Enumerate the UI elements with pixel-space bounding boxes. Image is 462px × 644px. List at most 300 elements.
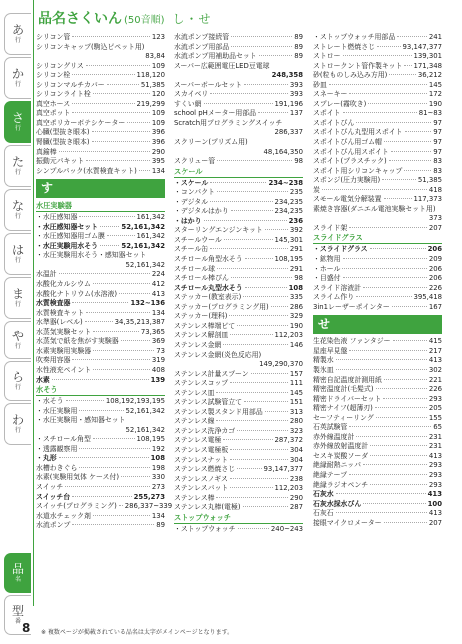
- index-entry-name: スポンジ(圧力実験用): [313, 176, 381, 185]
- index-entry-page: 36,212: [417, 71, 442, 80]
- index-entry: [313, 337, 442, 347]
- dot-leader: [349, 426, 431, 427]
- index-entry-page: 313: [289, 407, 303, 416]
- index-entry-page: 98: [294, 274, 303, 283]
- index-entry-name: 精製水: [313, 356, 334, 365]
- index-entry-name: スチロール丸型水そう: [174, 283, 243, 292]
- index-entry: [313, 148, 442, 158]
- index-tabs: [0, 5, 34, 635]
- index-entry-name: すくい網: [174, 99, 202, 108]
- index-entry: [36, 347, 165, 357]
- dot-leader: [271, 306, 288, 307]
- index-group-heading: 水そう: [36, 385, 165, 396]
- dot-leader: [356, 122, 431, 123]
- index-entry: [174, 245, 303, 255]
- index-entry-page: 293: [428, 470, 442, 479]
- tab-label: 行: [14, 300, 21, 308]
- index-entry: [313, 385, 442, 395]
- index-entry-page: 52,161,342: [125, 425, 165, 434]
- dot-leader: [93, 438, 135, 439]
- tab-8[interactable]: [4, 361, 31, 401]
- index-entry-name: 水性液充ペイント: [36, 365, 92, 374]
- index-entry-page: 413: [428, 509, 442, 518]
- index-entry: [174, 351, 303, 361]
- index-entry-page: 139: [150, 375, 165, 384]
- index-entry: [313, 347, 442, 357]
- tab-kana: か: [11, 66, 24, 81]
- index-entry-page: 231: [428, 442, 442, 451]
- dot-leader: [245, 258, 273, 259]
- dot-leader: [217, 191, 288, 192]
- index-column-1: [36, 33, 173, 531]
- index-entry-page: 155: [428, 413, 442, 422]
- dot-leader: [223, 344, 287, 345]
- dot-leader: [231, 36, 292, 37]
- index-entry-page: 117,373: [413, 195, 442, 204]
- index-entry-name: 吹奏用容器: [36, 356, 71, 365]
- dot-leader: [224, 239, 273, 240]
- dot-leader: [72, 74, 134, 75]
- dot-leader: [404, 170, 431, 171]
- dot-leader: [79, 448, 150, 449]
- dot-leader: [230, 382, 288, 383]
- index-entry: [174, 525, 303, 535]
- dot-leader: [397, 36, 427, 37]
- index-entry: [36, 71, 165, 81]
- dot-leader: [100, 226, 119, 227]
- index-entry: [174, 427, 303, 437]
- index-entry: [174, 71, 303, 81]
- index-entry-page: 149,290,370: [259, 360, 303, 369]
- index-entry-name: スポイトびん用ゴム帽: [313, 138, 382, 147]
- index-entry-name: 精密ナイフ(超薄刃): [313, 404, 373, 413]
- index-entry-page: 98: [294, 157, 303, 166]
- index-entry-page: 108: [150, 454, 165, 463]
- index-entry-name: ステンレス試験管立て: [174, 398, 243, 407]
- index-entry: [313, 100, 442, 110]
- index-entry: [313, 376, 442, 386]
- index-entry-name: 接眼マイクロメーター: [313, 518, 382, 527]
- dot-leader: [210, 201, 272, 202]
- index-entry-name: ステンレスナット: [174, 455, 228, 464]
- tab-kana: ら: [11, 369, 24, 384]
- dot-leader: [107, 84, 139, 85]
- index-entry-name: ・デジタルはかり: [174, 207, 229, 216]
- index-entry-name: スーパーボールセット: [174, 80, 243, 89]
- index-entry: [313, 265, 442, 275]
- dot-leader: [93, 331, 139, 332]
- tab-kana: な: [11, 198, 24, 213]
- index-entry: [174, 503, 303, 513]
- index-entry-page: 139,301: [413, 52, 442, 61]
- tab-1[interactable]: [4, 57, 31, 99]
- index-entry-name: 赤外線温度計: [313, 432, 355, 441]
- dot-leader: [65, 486, 150, 487]
- index-entry-name: ・ホール: [313, 264, 341, 273]
- index-entry-page: 207: [428, 223, 442, 232]
- index-entry: [36, 157, 165, 167]
- index-entry-name: スカイベリ: [174, 90, 209, 99]
- index-entry-name: シリコンライト栓: [36, 90, 91, 99]
- index-entry-page: 369: [151, 337, 165, 346]
- tab-4[interactable]: [4, 189, 31, 231]
- tab-9[interactable]: [4, 403, 31, 445]
- index-entry-name: シリコン管: [36, 33, 71, 41]
- index-entry: [36, 376, 165, 386]
- index-entry-page: 51,385: [417, 176, 442, 185]
- index-entry-page: 109: [151, 118, 165, 127]
- dot-leader: [86, 160, 150, 161]
- index-entry-page: 241: [428, 33, 442, 41]
- dot-leader: [210, 248, 288, 249]
- index-entry: [174, 33, 303, 43]
- index-entry: [36, 366, 165, 376]
- index-entry: [174, 157, 303, 167]
- index-entry-name: スモール電気分解装置: [313, 195, 382, 204]
- dot-leader: [216, 392, 287, 393]
- tab-5[interactable]: [4, 233, 31, 275]
- index-entry-name: スチロール棒ぴん: [174, 274, 229, 283]
- index-entry: [174, 389, 303, 399]
- index-entry-page: 83: [433, 157, 442, 166]
- dot-leader: [231, 277, 292, 278]
- dot-leader: [231, 46, 292, 47]
- tab-label: 行: [14, 212, 21, 220]
- dot-leader: [52, 379, 149, 380]
- index-entry-page: 217: [428, 346, 442, 355]
- dot-leader: [79, 410, 123, 411]
- index-entry: [174, 408, 303, 418]
- dot-leader: [86, 312, 150, 313]
- index-entry-name: 水準器(レベル): [36, 318, 83, 327]
- index-entry-page: 108,192,193,195: [105, 397, 165, 406]
- index-group-heading: スライドグラス: [313, 233, 442, 244]
- index-entry-name: ・スライドグラス: [313, 245, 368, 254]
- index-entry: [36, 138, 165, 148]
- index-entry: [174, 226, 303, 236]
- index-entry-page: 134: [151, 308, 165, 317]
- index-entry-page: 81~83: [418, 109, 442, 118]
- tab-divider-line: [33, 0, 34, 606]
- index-entry: [313, 224, 442, 234]
- index-entry-name: 水酸化ナトリウム(水溶液): [36, 289, 118, 298]
- index-entry-page: 190: [428, 99, 442, 108]
- index-entry-name: 水槽わきぐら: [36, 463, 78, 472]
- tab-label: 番: [14, 617, 21, 625]
- index-entry: [36, 62, 165, 72]
- dot-leader: [139, 170, 150, 171]
- index-entry-name: 精密自記温度計測用紙: [313, 375, 382, 384]
- index-entry: [313, 461, 442, 471]
- index-entry: [174, 198, 303, 208]
- index-entry-name: 心臓(型抜き眼本): [36, 128, 90, 137]
- index-entry-page: 219,299: [136, 99, 165, 108]
- index-entry-name: スポイトびん: [313, 118, 355, 127]
- dot-leader: [79, 216, 134, 217]
- index-entry: [313, 519, 442, 529]
- dot-leader: [229, 315, 287, 316]
- index-entry: [174, 179, 303, 189]
- index-entry-page: 89: [294, 52, 303, 61]
- index-entry-page: 65: [433, 423, 442, 432]
- index-entry: [174, 100, 303, 110]
- index-entry-page: 207: [428, 518, 442, 527]
- index-entry-name: スチールウール: [174, 235, 222, 244]
- index-entry: [313, 366, 442, 376]
- dot-leader: [342, 268, 426, 269]
- index-entry-name: 水酸化カルシウム: [36, 280, 91, 289]
- dot-leader: [405, 131, 432, 132]
- index-entry-name: スクリュー管: [174, 157, 216, 166]
- index-entry: [174, 119, 303, 129]
- index-entry-name: ・水圧実験用水そう・感知器セット: [36, 251, 147, 260]
- index-entry: [36, 251, 165, 261]
- index-entry-name: 絶縁ラジオペンチ: [313, 480, 369, 489]
- index-entry-page: 302: [428, 365, 442, 374]
- tab-kana: 品: [11, 561, 24, 576]
- index-entry: [36, 299, 165, 309]
- tab-kana: や: [11, 328, 24, 343]
- tab-label: 行: [14, 124, 21, 132]
- index-entry-name: 生花染色液 ファンタジー: [313, 337, 391, 346]
- index-entry-page: 235: [289, 188, 303, 197]
- dot-leader: [59, 273, 150, 274]
- dot-leader: [377, 46, 401, 47]
- dot-leader: [85, 321, 113, 322]
- index-entry-name: ステンレス金網(炎色反応用): [174, 350, 262, 359]
- index-entry-name: スポイトびん用スポイト: [313, 147, 389, 156]
- index-entry-name: ・ストップウォッチ: [174, 524, 236, 533]
- index-entry: [313, 167, 442, 177]
- tab-kana: た: [11, 154, 24, 169]
- index-entry-page: 226: [428, 283, 442, 292]
- index-entry: [313, 195, 442, 205]
- index-entry-page: 290: [289, 493, 303, 502]
- index-entry-page: 134: [151, 511, 165, 520]
- tab-7[interactable]: [4, 321, 31, 359]
- index-entry-page: 224: [151, 270, 165, 279]
- dot-leader: [93, 515, 150, 516]
- index-entry-name: ・丸形: [36, 454, 57, 463]
- index-entry: [174, 43, 303, 53]
- index-entry-page: 413: [151, 289, 165, 298]
- index-entry-page: 234,235: [274, 207, 303, 216]
- dot-leader: [216, 497, 287, 498]
- index-entry-name: シリコンキャップ(駒込ピペット用): [36, 42, 145, 51]
- index-entry: [36, 502, 173, 512]
- index-entry-page: 293: [428, 480, 442, 489]
- dot-leader: [210, 93, 288, 94]
- dot-leader: [119, 293, 150, 294]
- index-entry: [36, 128, 165, 138]
- dot-leader: [238, 528, 269, 529]
- index-entry: [174, 370, 303, 380]
- dot-leader: [72, 302, 128, 303]
- index-entry-page: 290: [151, 147, 165, 156]
- index-entry: [313, 293, 442, 303]
- dot-leader: [243, 506, 288, 507]
- dot-leader: [376, 417, 427, 418]
- index-entry-name: ステッカー(教室表示): [174, 293, 242, 302]
- index-entry: [313, 33, 442, 43]
- index-entry-name: 精密温度計(毛髪式): [313, 385, 374, 394]
- page-title: 品名さくいん: [38, 11, 122, 27]
- index-entry: [174, 52, 303, 62]
- tab-label: 行: [14, 80, 21, 88]
- index-entry: [174, 446, 303, 456]
- index-entry-page: 280: [289, 417, 303, 426]
- tab-2[interactable]: [4, 101, 31, 143]
- dot-leader: [121, 476, 150, 477]
- index-entry: [36, 521, 165, 531]
- index-entry-name: ストロークント管作製キット: [313, 61, 403, 70]
- tab-6[interactable]: [4, 277, 31, 319]
- index-entry: [174, 217, 303, 227]
- index-entry-page: 73,365: [140, 327, 165, 336]
- index-entry-page: 151: [289, 398, 303, 407]
- tab-label: 行: [14, 383, 21, 391]
- dot-leader: [265, 229, 288, 230]
- index-entry: [36, 81, 165, 91]
- dot-leader: [92, 131, 150, 132]
- index-entry: [174, 360, 303, 370]
- index-entry-name: 素焼き容器(ダニエル電池実験セット用): [313, 204, 436, 213]
- index-entry-page: 134: [151, 166, 165, 175]
- index-entry-page: 123: [151, 33, 165, 41]
- index-entry-name: ステンレス電極: [174, 436, 222, 445]
- index-entry: [36, 454, 165, 464]
- index-entry: [313, 43, 442, 53]
- dot-leader: [121, 340, 150, 341]
- index-entry: [36, 464, 165, 474]
- index-entry-page: 418: [428, 185, 442, 194]
- index-entry: [36, 43, 165, 53]
- kana-section-heading: す: [36, 179, 165, 198]
- index-entry-page: 93,147,377: [402, 42, 442, 51]
- index-entry-name: スライド溶液計: [313, 283, 362, 292]
- index-entry-name: 石灰石: [313, 509, 334, 518]
- dot-leader: [93, 283, 150, 284]
- dot-leader: [384, 141, 431, 142]
- index-entry-name: 水質検査キット: [36, 308, 85, 317]
- dot-leader: [244, 401, 288, 402]
- index-entry: [36, 223, 165, 233]
- index-entry-name: ・水圧実験用・感知器セット: [36, 416, 126, 425]
- index-entry-name: セスキ炭酸ソーダ: [313, 451, 369, 460]
- index-entry-page: 255,273: [133, 492, 165, 501]
- index-entry: [174, 379, 303, 389]
- index-entry-name: 水流ポンプ接続管: [174, 33, 230, 41]
- tab-kana: わ: [11, 412, 24, 427]
- index-entry: [313, 274, 442, 284]
- index-entry-name: ステンレス棒端ビて: [174, 321, 236, 330]
- tab-label: 行: [14, 36, 21, 44]
- index-entry: [36, 280, 165, 290]
- index-entry-name: 水温計: [36, 270, 57, 279]
- dot-leader: [258, 112, 288, 113]
- index-entry-name: ・スチロール角型: [36, 435, 91, 444]
- index-entry-name: 水流ポンプ用補助品セット: [174, 52, 257, 61]
- index-entry: [313, 423, 442, 433]
- index-entry-page: 48,164,350: [263, 147, 303, 156]
- index-entry: [36, 328, 165, 338]
- index-entry-page: 413: [428, 451, 442, 460]
- index-entry: [174, 274, 303, 284]
- index-entry-page: 335: [289, 293, 303, 302]
- dot-leader: [244, 84, 288, 85]
- dot-leader: [382, 179, 416, 180]
- index-entry: [174, 188, 303, 198]
- tab-0[interactable]: [4, 13, 31, 55]
- index-entry-name: 水質検査器: [36, 299, 71, 308]
- index-group-heading: 水圧実験器: [36, 201, 165, 212]
- index-group-heading: ストップウォッチ: [174, 513, 303, 524]
- index-entry-page: 287: [289, 503, 303, 512]
- dot-leader: [349, 474, 427, 475]
- dot-leader: [343, 277, 427, 278]
- dot-leader: [86, 65, 150, 66]
- dot-leader: [231, 210, 273, 211]
- index-entry: [174, 484, 303, 494]
- index-entry-page: 161,342: [136, 213, 165, 222]
- index-entry: [313, 356, 442, 366]
- index-entry-page: 273: [151, 482, 165, 491]
- dot-leader: [72, 36, 150, 37]
- index-entry-page: 392: [289, 226, 303, 235]
- page-number: 8: [22, 621, 31, 635]
- dot-leader: [92, 141, 150, 142]
- dot-leader: [384, 198, 412, 199]
- index-entry: [36, 337, 165, 347]
- index-entry-name: 砂皿: [313, 80, 327, 89]
- index-entry: [36, 318, 165, 328]
- index-entry-page: 396: [151, 138, 165, 147]
- index-entry-name: 石英試験管: [313, 423, 348, 432]
- index-entry-name: ステンレスコップ: [174, 379, 229, 388]
- index-entry-page: 137: [289, 109, 303, 118]
- index-entry-name: ・水圧感知器セット: [36, 222, 99, 231]
- index-entry-name: スイッチ: [36, 482, 64, 491]
- dot-leader: [404, 65, 411, 66]
- tab-10[interactable]: [4, 553, 31, 593]
- index-entry: [174, 331, 303, 341]
- index-entry-page: 206: [428, 274, 442, 283]
- index-entry-page: 145: [289, 388, 303, 397]
- dot-leader: [230, 334, 272, 335]
- index-entry: [174, 81, 303, 91]
- index-entry: [36, 109, 165, 119]
- index-entry: [313, 245, 442, 255]
- index-entry-name: school pHメーター用部品: [174, 109, 257, 118]
- dot-leader: [259, 55, 293, 56]
- tab-3[interactable]: [4, 145, 31, 187]
- index-entry: [174, 436, 303, 446]
- index-entry: [313, 157, 442, 167]
- dot-leader: [363, 464, 427, 465]
- index-entry-name: ステンレス洗浄カゴ: [174, 426, 236, 435]
- index-entry-name: ・目盛付: [313, 274, 341, 283]
- index-entry-name: スポイト: [313, 109, 341, 118]
- index-entry-name: 水素(実験用気体 ケース付): [36, 473, 120, 482]
- index-entry: [313, 442, 442, 452]
- dot-leader: [383, 398, 426, 399]
- index-entry: [174, 90, 303, 100]
- index-entry: [313, 128, 442, 138]
- dot-leader: [384, 522, 427, 523]
- index-entry: [36, 416, 165, 426]
- dot-leader: [230, 459, 288, 460]
- dot-leader: [72, 496, 131, 497]
